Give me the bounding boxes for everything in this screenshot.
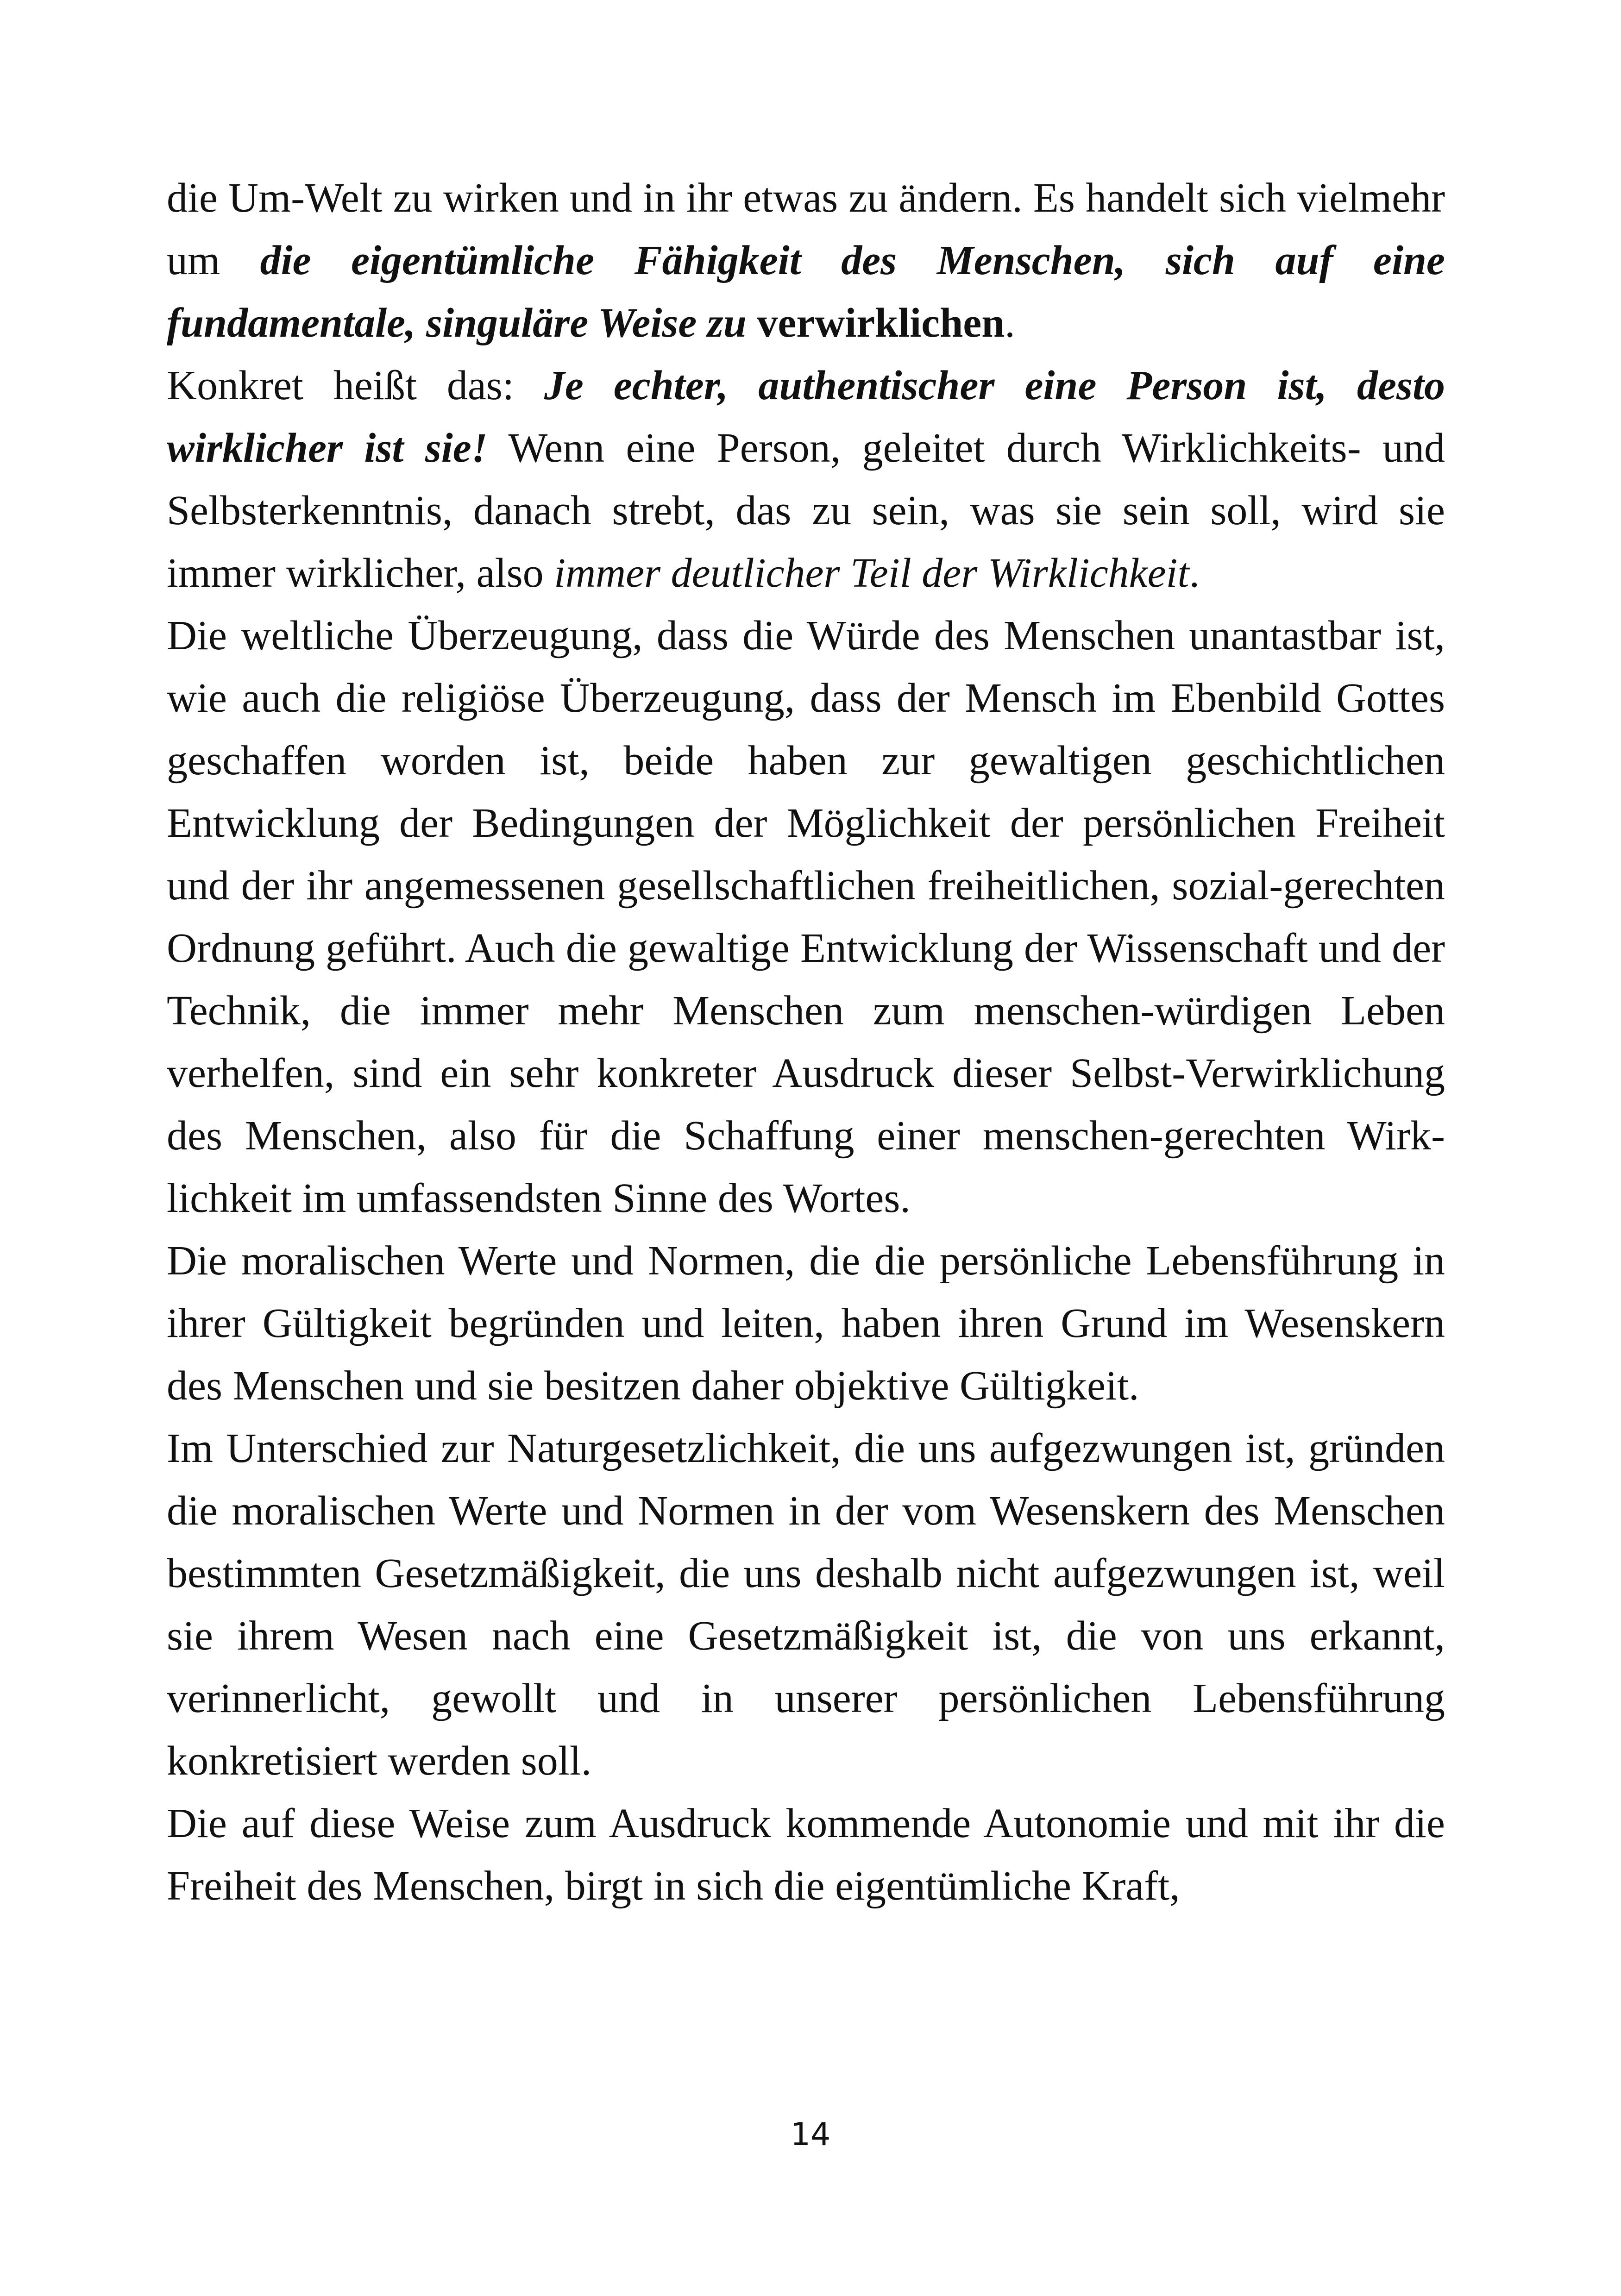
text-segment: Im Unterschied zur Naturgesetzlichkeit, die uns aufgezwungen ist, gründen die moralischen Werte und Normen in der vom Wesenskern des Menschen bestimmten Gesetzmäßigkeit, die uns deshalb nicht aufgezwungen ist, weil sie ihrem Wesen nach eine Gesetzmäßigkeit ist, die von uns erkannt, verinnerlicht, gewollt und in unserer persönlichen Lebensführung konkretisiert werden soll. xyxy=(167,1425,1445,1784)
paragraph xyxy=(167,1230,1445,1417)
paragraph xyxy=(167,604,1445,1230)
paragraph xyxy=(167,1417,1445,1792)
text-segment: Wenn eine Person, geleitet durch Wirklichkeits- und Selbsterkenntnis, danach strebt, das zu sein, was sie sein soll, wird sie immer wirklicher, also xyxy=(167,425,1445,596)
text-segment: . xyxy=(1189,550,1200,596)
paragraph xyxy=(167,1792,1445,1917)
emphasized-text: verwirklichen xyxy=(757,300,1005,346)
emphasized-text: die eigentümliche Fähigkeit des Menschen, sich auf eine fundamentale, singuläre Weise zu xyxy=(167,238,1445,346)
paragraph xyxy=(167,167,1445,354)
text-segment: . xyxy=(1005,300,1015,346)
paragraph xyxy=(167,354,1445,604)
page-number: 14 xyxy=(790,2116,831,2153)
text-segment: die Um-Welt zu wirken und in ihr etwas zu ändern. Es handelt sich vielmehr um xyxy=(167,175,1445,283)
text-segment xyxy=(747,300,757,346)
text-segment: Konkret heißt das: xyxy=(167,363,544,408)
text-segment: Die moralischen Werte und Normen, die die persönliche Lebensführung in ihrer Gültigkeit begründen und leiten, haben ihren Grund im Wesenskern des Menschen und sie besitzen daher objektive Gültigkeit. xyxy=(167,1238,1445,1409)
text-segment: Die auf diese Weise zum Ausdruck kommende Autonomie und mit ihr die Freiheit des Menschen, birgt in sich die eigentümliche Kraft, xyxy=(167,1800,1445,1909)
emphasized-text: Je echter, authentischer eine Person ist, desto wirklicher ist sie! xyxy=(167,363,1445,471)
text-segment: Die weltliche Überzeugung, dass die Würde des Menschen unantastbar ist, wie auch die religiöse Überzeugung, dass der Mensch im Ebenbild Gottes geschaffen worden ist, beide haben zur gewaltigen geschichtlichen Entwicklung der Bedingungen der Möglichkeit der persönlichen Freiheit und der ihr angemessenen gesellschaftlichen freiheitlichen, sozial-gerechten Ordnung geführt. Auch die gewaltige Entwicklung der Wissenschaft und der Technik, die immer mehr Menschen zum menschen-würdigen Leben verhelfen, sind ein sehr konkreter Ausdruck dieser Selbst-Verwirklichung des Menschen, also für die Schaffung einer menschen-gerechten Wirklichkeit im umfassendsten Sinne des Wortes. xyxy=(167,613,1445,1221)
emphasized-text: immer deutlicher Teil der Wirklichkeit xyxy=(554,550,1189,596)
body-text xyxy=(167,167,1445,1917)
